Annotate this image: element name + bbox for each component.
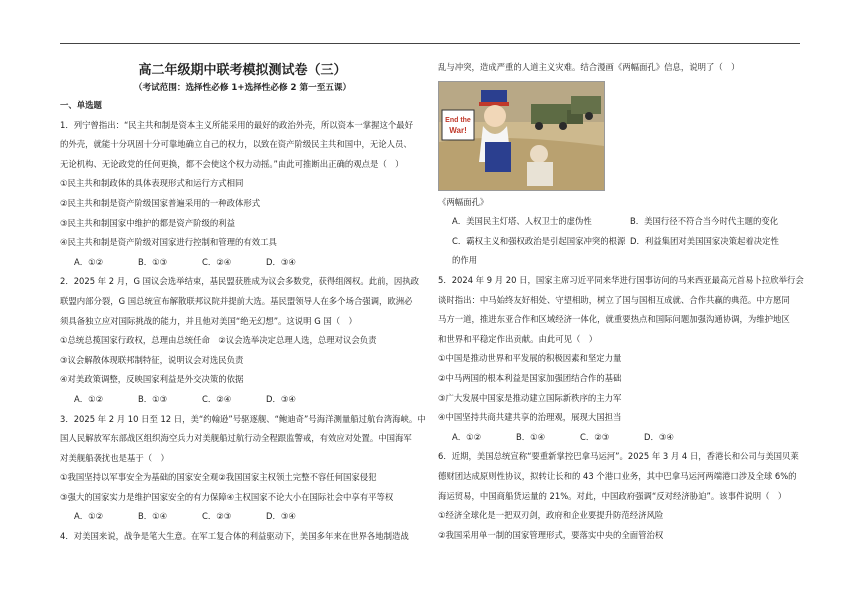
option-b[interactable]: B．美国行径不符合当今时代主题的变化	[630, 216, 779, 227]
question-6-item: ①经济全球化是一把双刃剑，政府和企业要提升防范经济风险	[438, 510, 664, 521]
question-3-item: ③强大的国家实力是维护国家安全的有力保障④主权国家不论大小在国际社会中享有平等权	[60, 491, 394, 502]
question-4-options-row-1	[438, 212, 800, 232]
page-title: 高二年级期中联考模拟测试卷（三）	[138, 63, 347, 78]
option-a[interactable]: A．①②	[74, 511, 104, 522]
question-3-options	[60, 507, 425, 527]
option-c[interactable]: C．②③	[202, 511, 232, 522]
question-5-line: 5．2024 年 9 月 20 日，国家主席习近平同来华进行国事访问的马来西亚最高元首易卜拉欣举行会	[438, 274, 804, 285]
cartoon-illustration	[439, 82, 604, 190]
question-2-item: ④对美政策调整，反映国家利益是外交决策的依据	[60, 374, 244, 385]
option-b[interactable]: B．①③	[138, 393, 168, 404]
svg-text:End the: End the	[445, 116, 471, 124]
option-b[interactable]: B．①④	[138, 511, 168, 522]
question-2-line: 联盟内部分裂，G 国总统宣布解散联邦议院并提前大选。基民盟领导人在多个场合强调，欧洲必	[60, 295, 413, 306]
question-4-options-row-2	[438, 232, 800, 252]
question-1-line: 1．列宁曾指出：“民主共和制是资本主义所能采用的最好的政治外壳，所以资本一掌握这个最好	[60, 119, 414, 130]
right-column	[438, 58, 804, 545]
option-d[interactable]: D．③④	[266, 511, 296, 522]
option-d[interactable]: D．③④	[644, 431, 674, 442]
question-1-item: ②民主共和制是资产阶级国家普遍采用的一种政体形式	[60, 197, 261, 208]
option-c[interactable]: C．②③	[580, 431, 610, 442]
question-5-line: 和世界和平稳定作出贡献。由此可见（ ）	[438, 333, 598, 344]
option-b[interactable]: B．①④	[516, 431, 546, 442]
section-heading: 一、单选题	[60, 100, 102, 110]
question-4-line: 4．对美国来说，战争是笔大生意。在军工复合体的利益驱动下，美国多年来在世界各地制造战	[60, 531, 409, 542]
question-4-line: 乱与冲突，造成严重的人道主义灾难。结合漫画《两幅面孔》信息，说明了（ ）	[438, 62, 740, 72]
page-subtitle: （考试范围：选择性必修 1+选择性必修 2 第一至五课）	[133, 83, 352, 93]
question-2-line: 2．2025 年 2 月，G 国议会选举结束，基民盟获胜成为议会多数党，获得组阁权。此前，因执政	[60, 276, 419, 287]
question-5-item: ③广大发展中国家是推动建立国际新秩序的主力军	[438, 392, 622, 403]
question-1-item: ④民主共和制是资产阶级对国家进行控制和管理的有效工具	[60, 237, 277, 248]
question-5-item: ①中国是推动世界和平发展的积极因素和坚定力量	[438, 353, 622, 364]
question-1-options	[60, 253, 425, 273]
option-d[interactable]: D．利益集团对美国国家决策起着决定性	[630, 235, 779, 246]
option-c[interactable]: C．②④	[202, 393, 232, 404]
question-6-item: ②我国采用单一制的国家管理形式，要落实中央的全面管治权	[438, 529, 664, 540]
header-rule	[60, 43, 800, 44]
option-d[interactable]: D．③④	[266, 256, 296, 267]
left-column	[60, 56, 425, 547]
question-6-line: 德财团达成原则性协议，拟转让长和的 43 个港口业务，其中巴拿马运河两端港口涉及全球 6%的	[438, 470, 797, 481]
question-5-line: 谈时指出：中马始终友好相处、守望相助，树立了国与国相互成就、合作共赢的典范。中方愿同	[438, 294, 790, 305]
question-5-line: 马方一道，推进东亚合作和区域经济一体化，就重要热点和国际问题加强沟通协调，为维护地区	[438, 314, 790, 325]
question-2-item: ③议会解散体现联邦制特征，说明议会对选民负责	[60, 354, 244, 365]
option-a[interactable]: A．美国民主灯塔、人权卫士的虚伪性	[452, 216, 592, 227]
svg-text:War!: War!	[449, 125, 467, 135]
option-b[interactable]: B．①③	[138, 256, 168, 267]
question-1-item: ③民主共和制国家中维护的都是资产阶级的利益	[60, 217, 236, 228]
question-1-line: 无论机构、无论政党的任何更换，都不会使这个权力动摇。”由此可推断出正确的观点是（ ）	[60, 158, 404, 169]
question-3-line: 3．2025 年 2 月 10 日至 12 日，美“约翰逊”号驱逐舰、“鲍迪奇”号海洋测量船过航台湾海峡。中	[60, 413, 426, 424]
question-6-line: 海运贸易，中国商船货运量的 21%。对此，中国政府强调“反对经济胁迫”。该事件说明（ ）	[438, 490, 787, 501]
option-c[interactable]: C．②④	[202, 256, 232, 267]
cartoon-caption: 《两幅面孔》	[438, 196, 489, 207]
cartoon-image	[438, 81, 605, 191]
question-2-options	[60, 390, 425, 410]
question-5-item: ②中马两国的根本利益是国家加强团结合作的基础	[438, 372, 622, 383]
option-c[interactable]: C．霸权主义和强权政治是引起国家冲突的根源	[452, 235, 626, 246]
question-1-item: ①民主共和制政体的具体表现形式和运行方式相同	[60, 178, 244, 189]
question-5-item: ④中国坚持共商共建共享的治理观，展现大国担当	[438, 412, 622, 423]
option-a[interactable]: A．①②	[74, 393, 104, 404]
question-3-item: ①我国坚持以军事安全为基础的国家安全观②我国国家主权领土完整不容任何国家侵犯	[60, 472, 377, 483]
option-d[interactable]: D．③④	[266, 393, 296, 404]
question-5-options	[438, 428, 800, 448]
question-1-line: 的外壳，就能十分巩固十分可靠地确立自己的权力，以致在资产阶级民主共和国中，无论人员、	[60, 139, 412, 150]
question-2-line: 须具备独立应对国际挑战的能力，并且他对美国“绝无幻想”。这说明 G 国（ ）	[60, 315, 357, 326]
option-a[interactable]: A．①②	[452, 431, 482, 442]
option-d-continuation: 的作用	[452, 255, 478, 266]
question-2-item: ①总统总揽国家行政权，总理由总统任命 ②议会选举决定总理人选，总理对议会负责	[60, 335, 377, 346]
option-a[interactable]: A．①②	[74, 256, 104, 267]
question-3-line: 对美舰船袭扰也是基于（ ）	[60, 452, 169, 463]
question-6-line: 6．近期，美国总统宣称“要重新掌控巴拿马运河”。2025 年 3 月 4 日，香港长和公司与美国贝莱	[438, 451, 799, 462]
question-3-line: 国人民解放军东部战区组织海空兵力对美舰船过航行动全程跟监警戒，有效应对处置。中国海军	[60, 433, 412, 444]
